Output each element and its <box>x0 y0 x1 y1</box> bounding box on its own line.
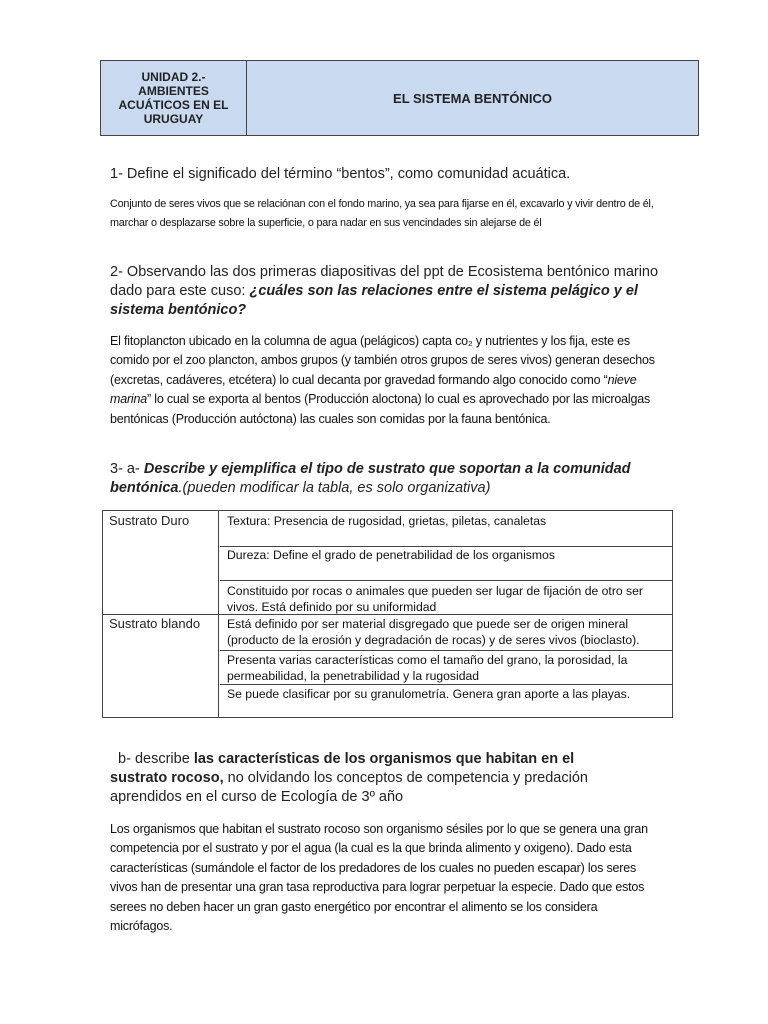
header-table <box>100 60 699 136</box>
hard-row-3: Constituido por rocas o animales que pueden ser lugar de fijación de otro ser vivos. Está definido por su uniformidad <box>227 584 643 614</box>
page-title: EL SISTEMA BENTÓNICO <box>247 61 698 135</box>
unit-title: UNIDAD 2.- AMBIENTES ACUÁTICOS EN EL URUGUAY <box>101 61 247 135</box>
substrate-table <box>102 510 673 718</box>
question-3a-note: .(pueden modificar la tabla, es solo organizativa) <box>178 480 491 496</box>
soft-row-2: Presenta varias características como el tamaño del grano, la porosidad, la permeabilidad, la penetrabilidad y la rugosidad <box>227 653 628 683</box>
question-1: 1- Define el significado del término “bentos”, como comunidad acuática. <box>110 166 571 182</box>
soft-substrate-label: Sustrato blando <box>103 614 219 718</box>
row-divider <box>220 580 672 581</box>
question-3b-emphasis: las características de los organismos que habitan en el sustrato rocoso, <box>110 751 575 786</box>
answer-1: Conjunto de seres vivos que se relaciónan con el fondo marino, ya sea para fijarse en él, excavarlo y vivir dentro de él, marchar o desplazarse sobre la superficie, o para nadar en sus vencindades sin alejarse de él <box>110 198 654 229</box>
question-3b-text: no olvidando los conceptos de competencia y predación aprendidos en el curso de Ecología de 3º año <box>110 770 588 805</box>
question-3a-emphasis: Describe y ejemplifica el tipo de sustrato que soportan a la comunidad bentónica <box>110 461 631 496</box>
hard-row-1: Textura: Presencia de rugosidad, grietas, piletas, canaletas <box>227 514 547 528</box>
answer-3b: Los organismos que habitan el sustrato rocoso son organismo sésiles por lo que se genera una gran competencia por el sustrato y por el agua (la cual es la que brinda alimento y oxigeno). Dado esta características (sumándole el factor de los predadores de los cuales no pueden escapar) los seres vivos han de presentar una gran tasa reproductiva para lograr perpetuar la especie. Dado que estos serees no deben hacer un gran gasto energético por encontrar el alimento se los considera micrófagos. <box>110 822 648 934</box>
hard-row-2: Dureza: Define el grado de penetrabilidad de los organismos <box>227 548 555 562</box>
answer-2-part-b: ” lo cual se exporta al bentos (Producción aloctona) lo cual es aprovechado por las microalgas bentónicas (Producción autóctona) las cuales son comidas por la fauna bentónica. <box>110 392 651 426</box>
hard-substrate-label: Sustrato Duro <box>103 511 219 614</box>
question-3a-prefix: 3- a- <box>110 461 144 477</box>
soft-row-1: Está definido por ser material disgregado que puede ser de origen mineral (producto de la erosión y degradación de rocas) y de seres vivos (bioclasto). <box>227 617 640 647</box>
answer-2-italic: nieve marina <box>110 372 637 407</box>
question-3b <box>110 750 625 807</box>
question-2 <box>110 263 670 320</box>
question-3a <box>110 460 670 498</box>
question-2-emphasis: ¿cuáles son las relaciones entre el sistema pelágico y el sistema bentónico? <box>110 283 638 318</box>
answer-2-part-a: El fitoplancton ubicado en la columna de agua (pelágicos) capta co₂ y nutrientes y los fija, este es comido por el zoo plancton, ambos grupos (y también otros grupos de seres vivos) generan desechos (excretas, cadáveres, etcétera) lo cual decanta por gravedad formando algo conocido como “ <box>110 334 655 387</box>
question-2-text: 2- Observando las dos primeras diapositivas del ppt de Ecosistema bentónico marino dado para este cuso: <box>110 264 659 299</box>
soft-row-3: Se puede clasificar por su granulometría. Genera gran aporte a las playas. <box>227 687 631 701</box>
answer-2 <box>110 332 663 429</box>
question-3b-prefix: b- describe <box>110 751 194 767</box>
